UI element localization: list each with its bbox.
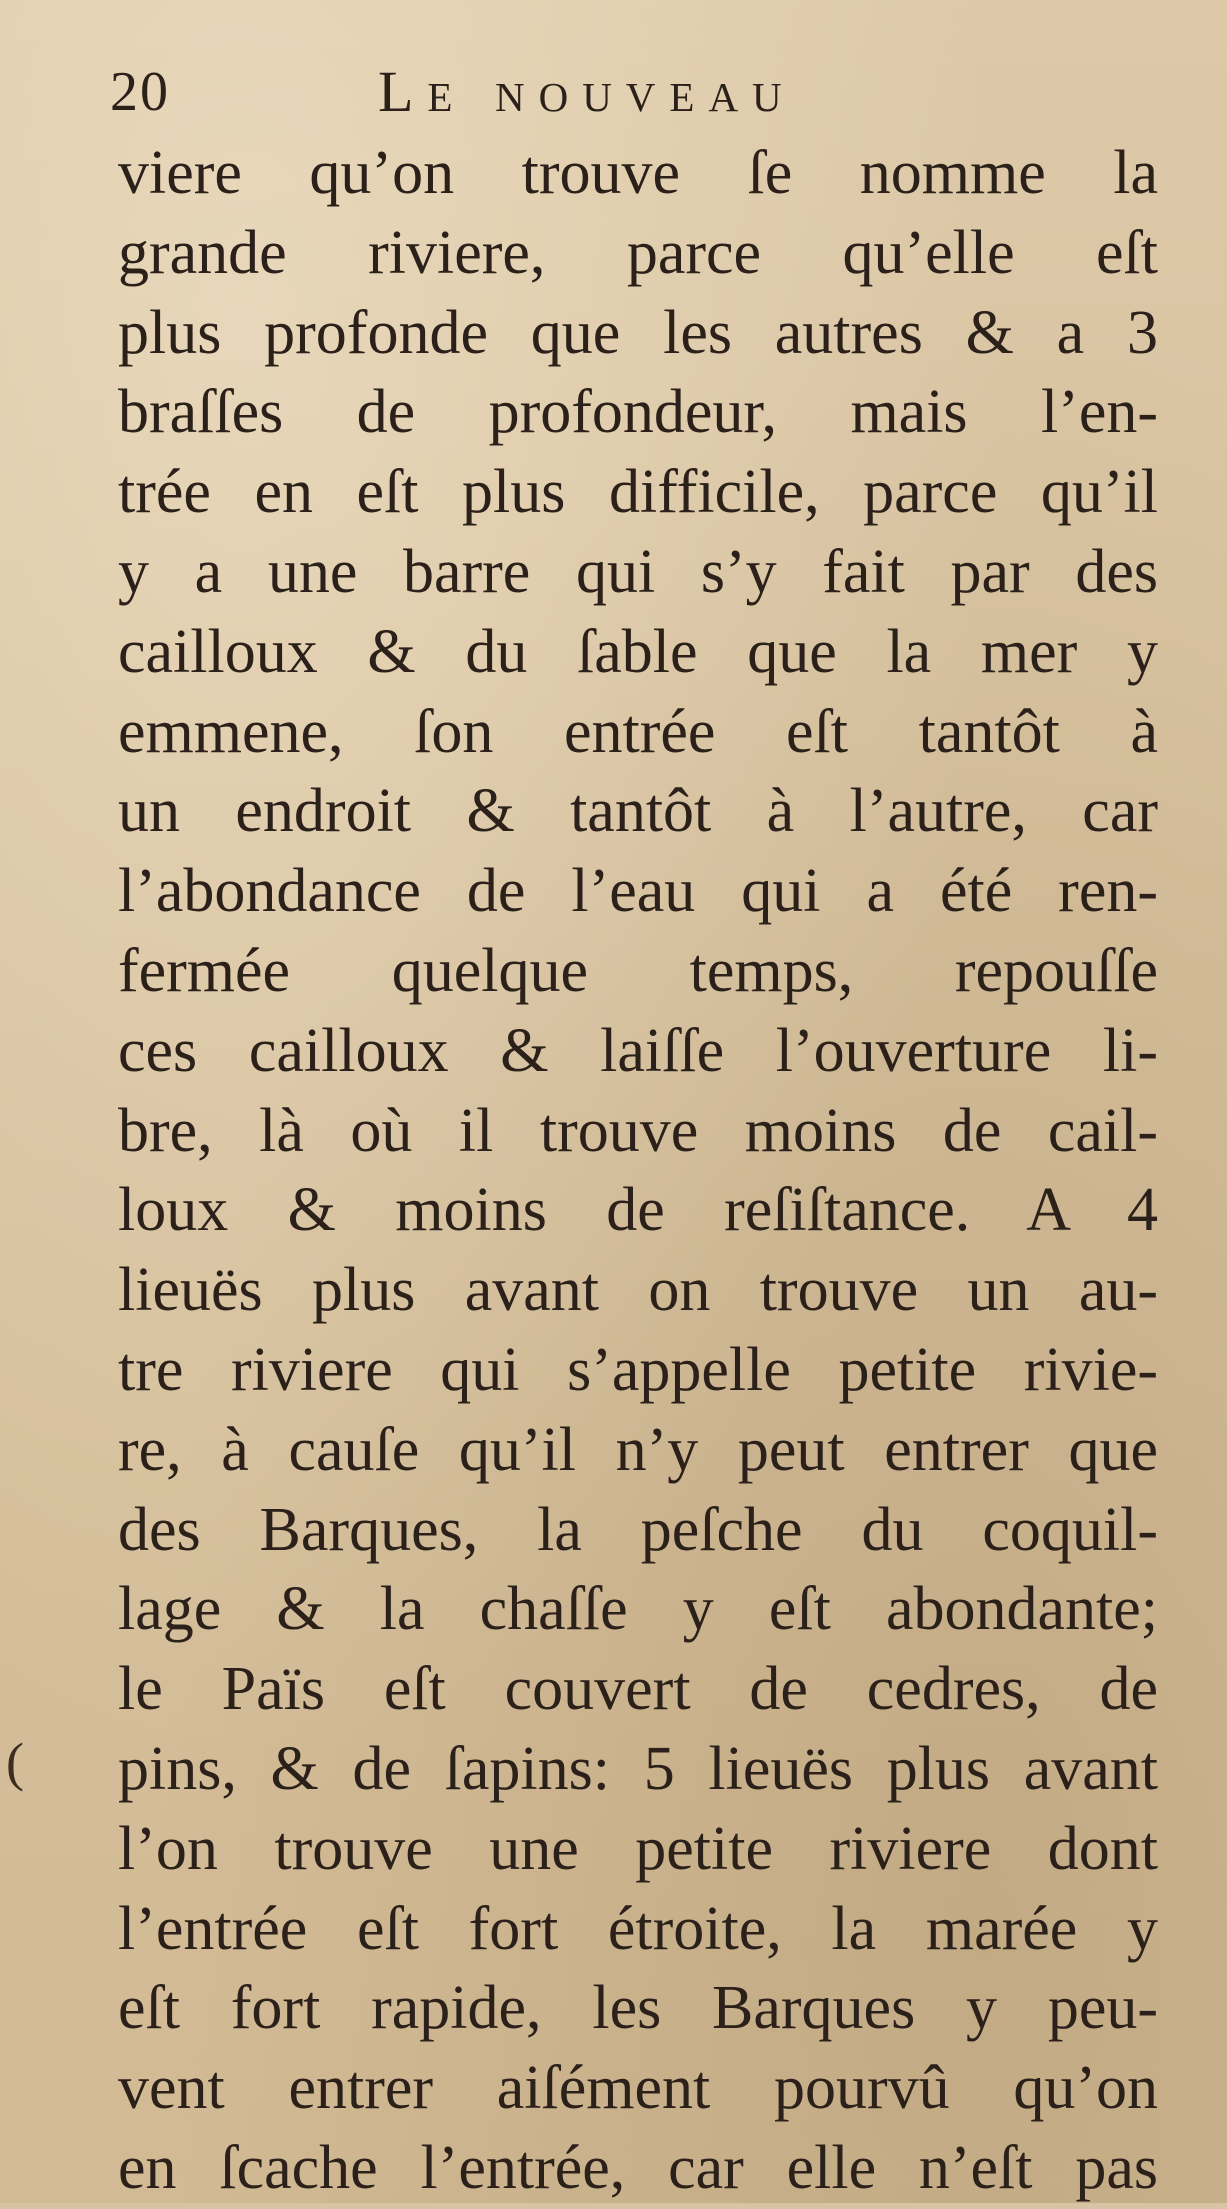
text-line: emmene, ſon entrée eſt tantôt à <box>118 697 1158 766</box>
text-line: pins, & de ſapins: 5 lieuës plus avant <box>118 1734 1158 1803</box>
page-header <box>110 52 1160 132</box>
text-line: plus profonde que les autres & a 3 <box>118 298 1158 367</box>
text-line: en ſcache l’entrée, car elle n’eſt pas <box>118 2133 1158 2202</box>
text-line: y a une barre qui s’y fait par des <box>118 537 1158 606</box>
text-line: des Barques, la peſche du coquil- <box>118 1495 1158 1564</box>
body-text <box>118 134 1158 2209</box>
text-line: l’entrée eſt fort étroite, la marée y <box>118 1894 1158 1963</box>
text-line: eſt fort rapide, les Barques y peu- <box>118 1974 1158 2043</box>
text-line: lage & la chaſſe y eſt abondante; <box>118 1575 1158 1644</box>
text-line: trée en eſt plus difficile, parce qu’il <box>118 458 1158 527</box>
text-line: un endroit & tantôt à l’autre, car <box>118 777 1158 846</box>
running-title: Le nouveau <box>378 59 796 124</box>
text-line: fermée quelque temps, repouſſe <box>118 936 1158 1005</box>
text-line: loux & moins de reſiſtance. A 4 <box>118 1176 1158 1245</box>
text-line: grande riviere, parce qu’elle eſt <box>118 218 1158 287</box>
text-line: l’abondance de l’eau qui a été ren- <box>118 857 1158 926</box>
text-line: l’on trouve une petite riviere dont <box>118 1814 1158 1883</box>
text-line: le Païs eſt couvert de cedres, de <box>118 1655 1158 1724</box>
text-line: ces cailloux & laiſſe l’ouverture li- <box>118 1016 1158 1085</box>
text-line: tre riviere qui s’appelle petite rivie- <box>118 1335 1158 1404</box>
text-line: viere qu’on trouve ſe nomme la <box>118 139 1158 207</box>
text-line: vent entrer aiſément pourvû qu’on <box>118 2054 1158 2123</box>
text-line: cailloux & du ſable que la mer y <box>118 617 1158 686</box>
text-line: re, à cauſe qu’il n’y peut entrer que <box>118 1415 1158 1484</box>
margin-mark: ( <box>6 1732 24 1792</box>
page-number: 20 <box>110 61 170 123</box>
text-line: lieuës plus avant on trouve un au- <box>118 1256 1158 1325</box>
text-line: braſſes de profondeur, mais l’en- <box>118 378 1158 447</box>
text-line: bre, là où il trouve moins de cail- <box>118 1096 1158 1165</box>
